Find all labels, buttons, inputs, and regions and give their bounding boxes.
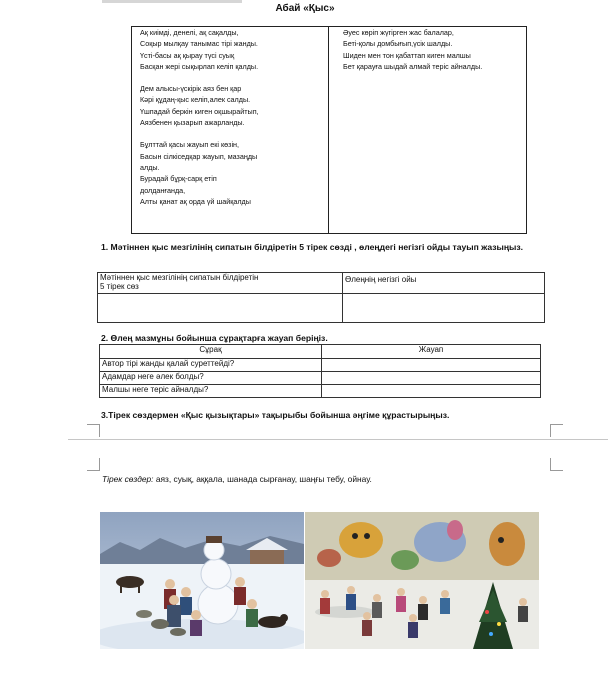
question-cell: Автор тірі жанды қалай суреттейді?	[100, 359, 322, 372]
poem-column-divider	[328, 27, 329, 233]
table-row	[100, 385, 541, 398]
task-1-text: 1. Мәтіннен қыс мезгілінің сипатын білдіретін 5 тірек сөзді , өлеңдегі негізгі ойды тауып жазыңыз.	[101, 242, 524, 252]
poem-line: Шиден мен тон қабаттап киген малшы	[343, 50, 471, 60]
task-1-table	[97, 272, 545, 323]
page-corner-mark	[550, 458, 563, 471]
poem-line: Бұлттай қасы жауып екі көзін,	[140, 140, 240, 150]
answer-cell[interactable]	[322, 359, 541, 372]
page-break-line	[68, 439, 608, 440]
answer-cell[interactable]	[322, 372, 541, 385]
poem-table	[131, 26, 527, 234]
poem-line: Ақ киімді, денелі, ақ сақалды,	[140, 28, 239, 37]
poem-line: Алты қанат ақ орда үй шайқалды	[140, 196, 251, 206]
poem-line: алды.	[140, 162, 160, 172]
page-corner-mark	[87, 424, 100, 437]
keywords-list: аяз, суық, аққала, шанада сырғанау, шаңғы тебу, ойнау.	[153, 474, 372, 484]
answer-cell[interactable]	[343, 294, 545, 323]
page-title: Абай «Қыс»	[275, 3, 335, 14]
answer-cell[interactable]	[98, 294, 343, 323]
poem-line: Беті-қолы домбығып,үсік шалды.	[343, 39, 453, 49]
table-header-cell	[98, 273, 343, 294]
snowman-children-picture	[100, 512, 304, 649]
header-col1-line2: 5 тірек сөз	[100, 282, 139, 291]
answer-cell[interactable]	[322, 385, 541, 398]
task-2-text: 2. Өлең мазмұны бойынша сұрақтарға жауап беріңіз.	[101, 333, 328, 343]
poem-line: Әуес көріп жүгірген жас балалар,	[343, 28, 454, 37]
poem-line: Дем алысы-үскірік аяз бен қар	[140, 84, 242, 94]
task-2-table	[99, 344, 541, 398]
poem-right-column	[343, 27, 523, 72]
stanza-gap	[140, 72, 328, 83]
poem-line: Басқан жері сықырлап келіп қалды.	[140, 61, 259, 71]
kids-playing-in-snow-picture	[305, 512, 539, 649]
poem-line: долданғанда,	[140, 185, 186, 195]
keywords-line	[102, 474, 372, 484]
table-row	[100, 359, 541, 372]
poem-line: Соқыр мылқау танымас тірі жанды.	[140, 39, 258, 49]
table-row	[100, 372, 541, 385]
table-header-row	[100, 345, 541, 359]
question-cell: Малшы неге теріс айналды?	[100, 385, 322, 398]
poem-line: Бет қарауға шыдай алмай теріс айналды.	[343, 61, 483, 71]
poem-line: Аязбенен қызарып ажарланды.	[140, 118, 245, 128]
poem-line: Бурадай бұрқ-сарқ етіп	[140, 174, 217, 184]
poem-line: Үшпадай беркін киген оқшырайтып,	[140, 106, 259, 116]
poem-line: Кәрі құдаң-қыс келіп,алек салды.	[140, 95, 251, 105]
table-row	[98, 294, 545, 323]
header-col1-line1: Мәтіннен қыс мезгілінің сипатын білдіретін	[100, 273, 259, 282]
question-col-header: Сұрақ	[100, 345, 322, 359]
poem-line: Үсті-басы ақ қырау түсі суық	[140, 50, 235, 60]
keywords-label: Тірек сөздер:	[102, 474, 154, 484]
page-corner-mark	[550, 424, 563, 437]
answer-col-header: Жауап	[322, 345, 541, 359]
table-header-row	[98, 273, 545, 294]
stanza-gap	[140, 128, 328, 139]
poem-left-column	[140, 27, 328, 207]
question-cell: Адамдар неге әлек болды?	[100, 372, 322, 385]
table-header-cell: Өлеңнің негізгі ойы	[343, 273, 545, 294]
poem-line: Басын сілкіседқар жауып, мазаңды	[140, 151, 258, 161]
task-3-text: 3.Тірек сөздермен «Қыс қызықтары» тақырыбы бойынша әңгіме құрастырыңыз.	[101, 410, 450, 420]
page-corner-mark	[87, 458, 100, 471]
